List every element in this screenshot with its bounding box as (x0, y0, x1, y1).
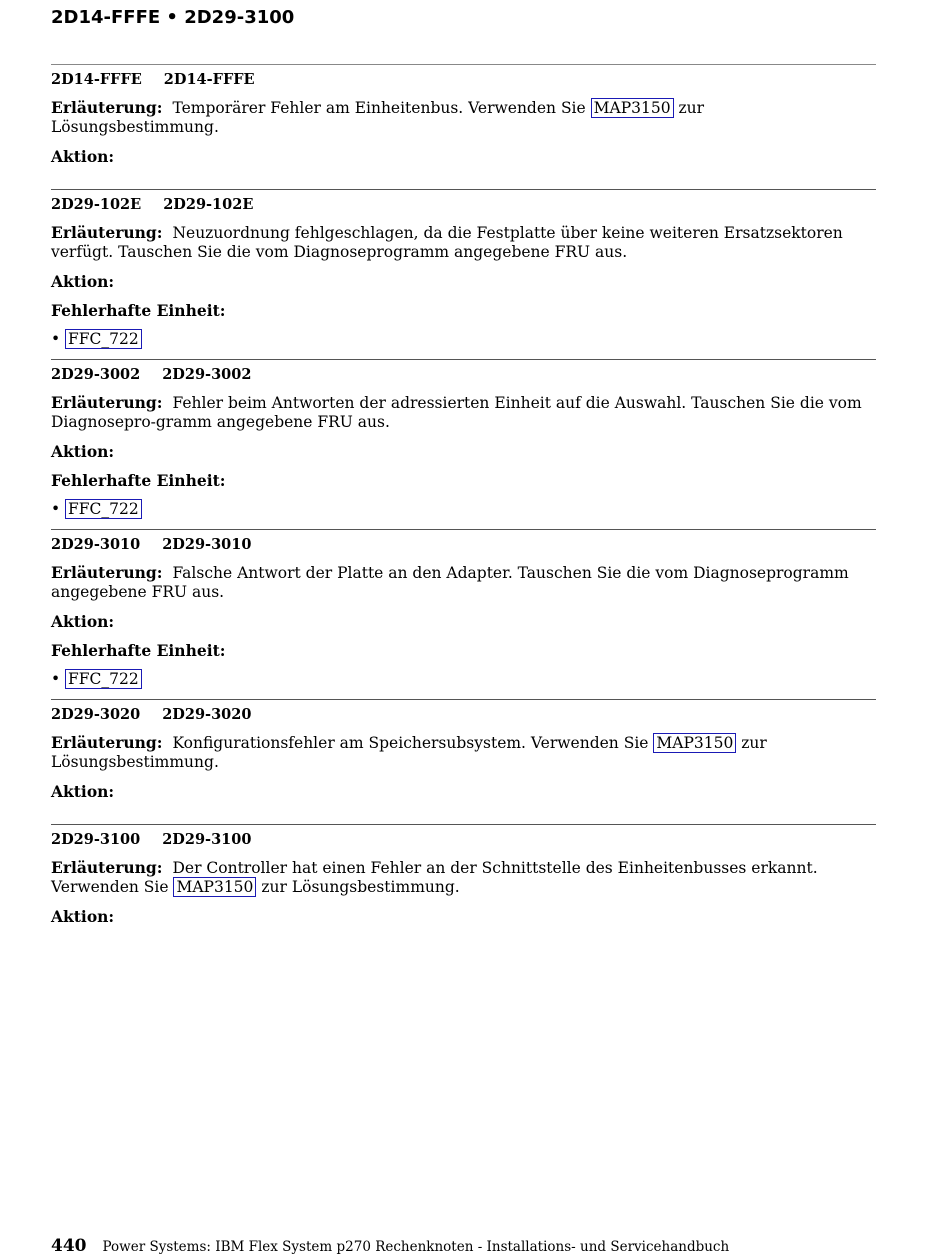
explanation-label: Erläuterung: (51, 223, 163, 242)
explanation-text: Falsche Antwort der Platte an den Adapter. Tauschen Sie die vom Diagnoseprogramm angegebene FRU aus. (51, 564, 849, 601)
book-title: Power Systems: IBM Flex System p270 Rechenknoten - Installations- und Servicehandbuch (102, 1239, 730, 1255)
error-code: 2D14-FFFE (51, 71, 142, 88)
explanation-paragraph (51, 223, 876, 262)
error-code-repeat: 2D29-3010 (162, 536, 252, 553)
faulty-unit-label: Fehlerhafte Einheit: (51, 471, 226, 490)
error-code: 2D29-102E (51, 196, 142, 213)
error-code-row (51, 536, 876, 553)
explanation-label: Erläuterung: (51, 858, 163, 877)
explanation-text-end: zur Lösungsbestimmung. (51, 734, 767, 771)
action-label: Aktion: (51, 612, 115, 631)
explanation-text-end: zur Lösungsbestimmung. (256, 878, 460, 896)
error-entry (51, 824, 876, 926)
fru-link[interactable]: FFC_722 (65, 329, 142, 349)
explanation-label: Erläuterung: (51, 393, 163, 412)
error-entry (51, 189, 876, 349)
bullet-icon: • (51, 670, 61, 688)
action-label: Aktion: (51, 442, 115, 461)
error-code: 2D29-3100 (51, 831, 141, 848)
error-code-repeat: 2D29-3002 (162, 366, 252, 383)
error-code-repeat: 2D14-FFFE (163, 71, 255, 88)
running-header: 2D14-FFFE • 2D29-3100 (51, 7, 295, 28)
explanation-text: Neuzuordnung fehlgeschlagen, da die Festplatte über keine weiteren Ersatzsektoren verfügt. Tauschen Sie die vom Diagnoseprogramm angegebene FRU aus. (51, 224, 843, 261)
explanation-label: Erläuterung: (51, 563, 163, 582)
map-link[interactable]: MAP3150 (173, 877, 256, 897)
error-code: 2D29-3002 (51, 366, 141, 383)
error-code-list (51, 64, 876, 936)
bullet-icon: • (51, 330, 61, 348)
explanation-paragraph (51, 563, 876, 602)
action-label: Aktion: (51, 147, 115, 166)
error-entry (51, 699, 876, 824)
error-code-row (51, 831, 876, 848)
error-code-row (51, 706, 876, 723)
explanation-paragraph (51, 858, 876, 897)
explanation-paragraph (51, 393, 876, 432)
error-code-row (51, 366, 876, 383)
explanation-text: Temporärer Fehler am Einheitenbus. Verwenden Sie (172, 99, 591, 117)
explanation-label: Erläuterung: (51, 98, 163, 117)
action-label: Aktion: (51, 782, 115, 801)
fru-list-item (51, 500, 876, 519)
fru-link[interactable]: FFC_722 (65, 499, 142, 519)
error-code: 2D29-3020 (51, 706, 141, 723)
action-label: Aktion: (51, 272, 115, 291)
map-link[interactable]: MAP3150 (653, 733, 736, 753)
error-entry (51, 359, 876, 519)
faulty-unit-label: Fehlerhafte Einheit: (51, 301, 226, 320)
error-code-repeat: 2D29-102E (163, 196, 254, 213)
error-code-row (51, 196, 876, 213)
explanation-paragraph (51, 98, 876, 137)
bullet-icon: • (51, 500, 61, 518)
error-entry (51, 529, 876, 689)
fru-link[interactable]: FFC_722 (65, 669, 142, 689)
faulty-unit-label: Fehlerhafte Einheit: (51, 641, 226, 660)
error-code: 2D29-3010 (51, 536, 141, 553)
explanation-text: Der Controller hat einen Fehler an der Schnittstelle des Einheitenbusses erkannt. Verwenden Sie (51, 859, 818, 896)
explanation-text-end: zur Lösungsbestimmung. (51, 99, 705, 136)
explanation-label: Erläuterung: (51, 733, 163, 752)
page-number: 440 (51, 1236, 87, 1256)
map-link[interactable]: MAP3150 (591, 98, 674, 118)
explanation-text: Konfigurationsfehler am Speichersubsystem. Verwenden Sie (172, 734, 654, 752)
fru-list-item (51, 330, 876, 349)
fru-list-item (51, 670, 876, 689)
error-code-repeat: 2D29-3100 (162, 831, 252, 848)
error-code-row (51, 71, 876, 88)
action-label: Aktion: (51, 907, 115, 926)
page-footer (51, 1236, 729, 1256)
error-entry (51, 64, 876, 189)
explanation-text: Fehler beim Antworten der adressierten Einheit auf die Auswahl. Tauschen Sie die vom Diagnosepro-gramm angegebene FRU aus. (51, 394, 862, 431)
error-code-repeat: 2D29-3020 (162, 706, 252, 723)
explanation-paragraph (51, 733, 876, 772)
